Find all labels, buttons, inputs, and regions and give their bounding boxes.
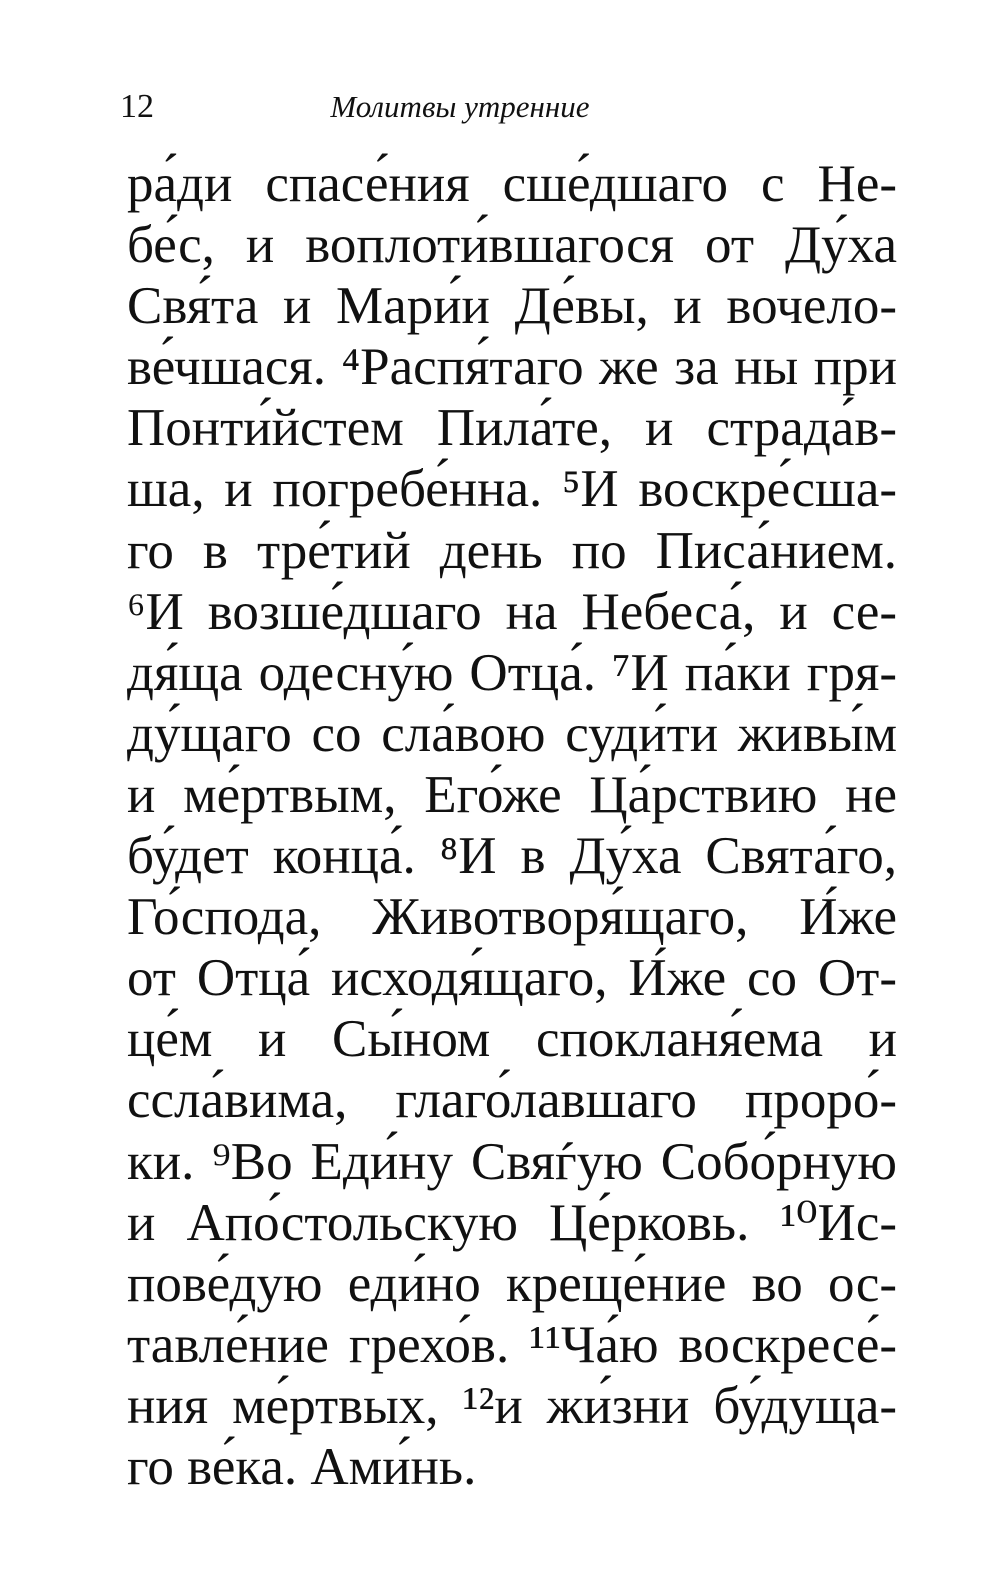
text-line: ду́щаго со сла́вою суди́ти живы́м <box>127 704 897 763</box>
text-line: ния ме́ртвых, ¹²и жи́зни бу́дуща- <box>127 1376 897 1435</box>
text-line: ⁶И возше́дшаго на Небеса́, и се- <box>127 582 897 641</box>
text-line: и Апо́стольскую Це́рковь. ¹⁰Ис- <box>127 1193 897 1252</box>
text-line: це́м и Сы́ном спокланя́ема и <box>127 1010 897 1069</box>
text-line: ра́ди спасе́ния сше́дшаго с Не- <box>127 155 897 213</box>
text-line: и ме́ртвым, Его́же Ца́рствию не <box>127 765 897 824</box>
text-line: ве́чшася. ⁴Распя́таго же за ны при <box>127 338 897 397</box>
text-line: ссла́вима, глаго́лавшаго проро́- <box>127 1071 897 1130</box>
text-line: го в тре́тий день по Писа́нием. <box>127 521 897 580</box>
text-line: пове́дую еди́но креще́ние во ос- <box>127 1254 897 1313</box>
text-line: тавле́ние грехо́в. ¹¹Ча́ю воскресе́- <box>127 1315 897 1374</box>
running-header <box>120 82 900 132</box>
text-line: Свя́та и Мари́и Де́вы, и вочело- <box>127 277 897 336</box>
text-line: Го́спода, Животворя́щаго, И́же <box>127 888 897 947</box>
text-line: бу́дет конца́. ⁸И в Ду́ха Свята́го, <box>127 827 897 886</box>
text-line: дя́ща одесну́ю Отца́. ⁷И па́ки гря- <box>127 643 897 702</box>
text-line: ша, и погребе́нна. ⁵И воскре́сша- <box>127 460 897 519</box>
text-line: го ве́ка. Ами́нь. <box>127 1437 477 1496</box>
text-line: от Отца́ исходя́щаго, И́же со От- <box>127 949 897 1008</box>
text-line: бе́с, и воплоти́вшагося от Ду́ха <box>127 216 897 275</box>
running-title: Молитвы утренние <box>330 89 590 124</box>
text-line: ки. ⁹Во Еди́ну Свяѓую Собо́рную <box>127 1132 897 1191</box>
text-line: Понти́йстем Пила́те, и страда́в- <box>127 399 897 458</box>
page-number: 12 <box>120 88 154 125</box>
prayer-text <box>127 154 897 1498</box>
